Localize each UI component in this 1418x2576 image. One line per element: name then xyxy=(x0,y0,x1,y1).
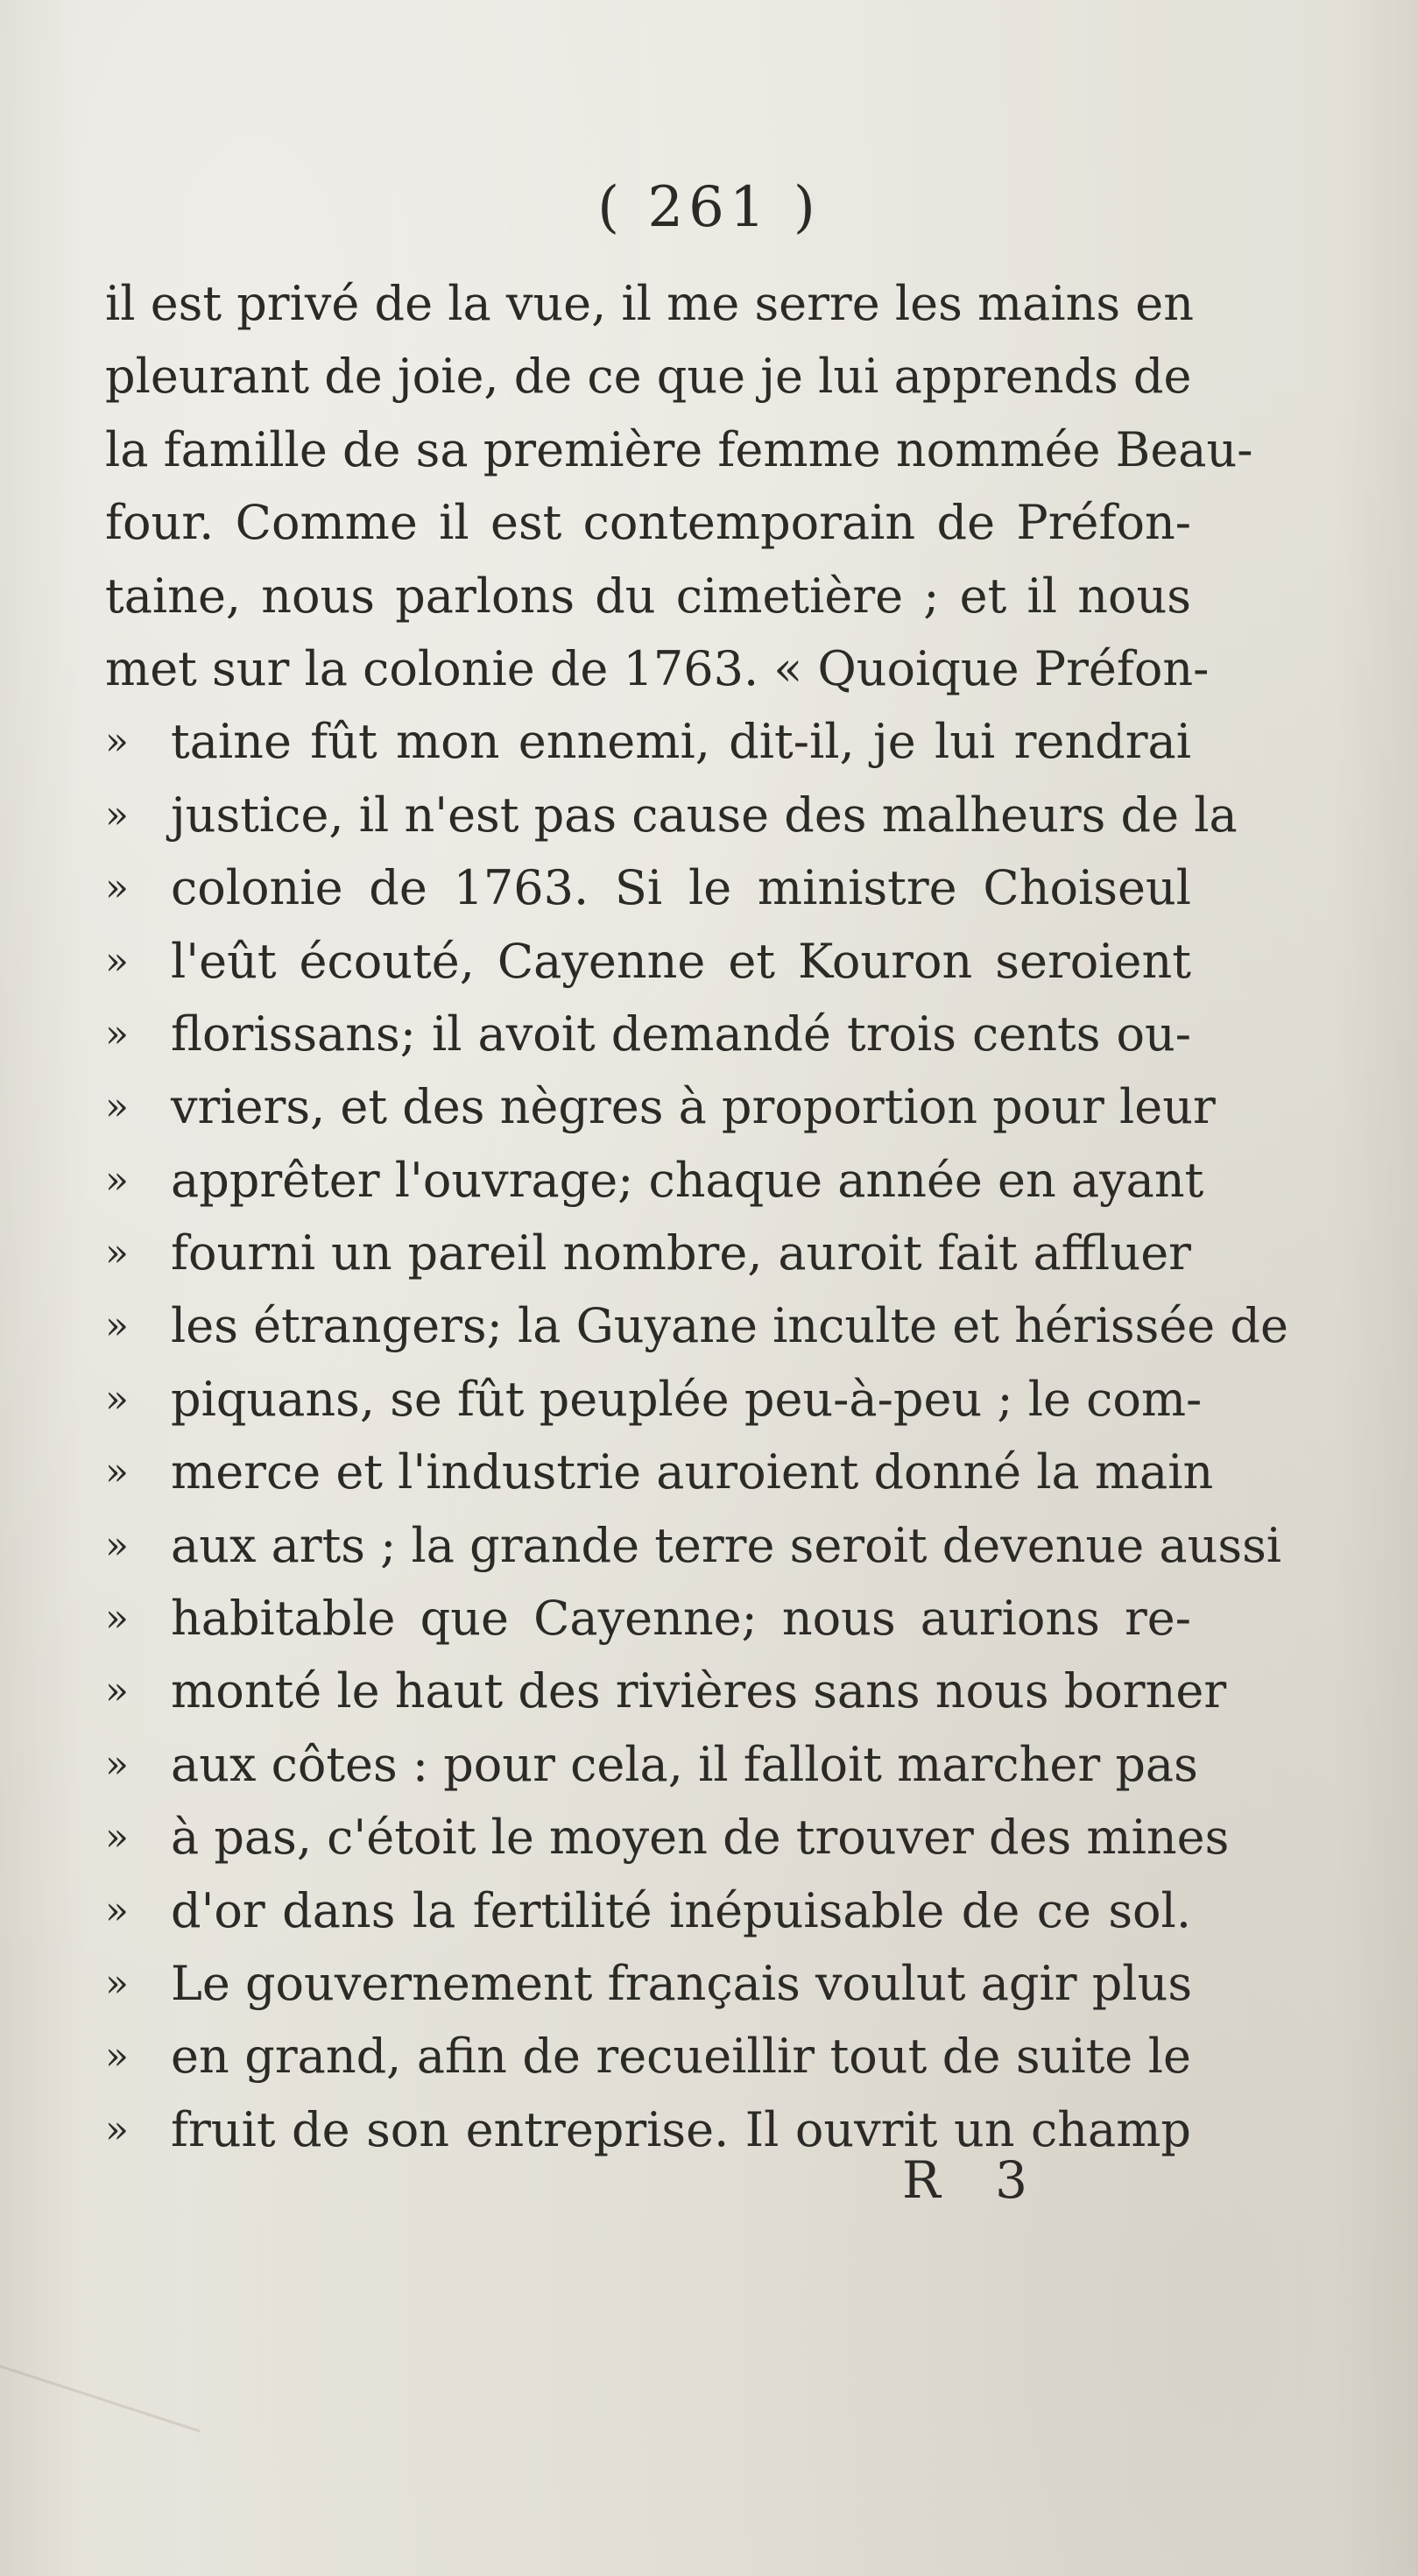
text-line-10 xyxy=(105,925,1191,998)
quote-mark: » xyxy=(105,1303,129,1349)
text-line-12 xyxy=(105,1070,1216,1143)
line-text: d'or dans la fertilité inépuisable de ce sol. xyxy=(171,1882,1191,1938)
text-line-3 xyxy=(105,413,1253,486)
line-text: met sur la colonie de 1763. « Quoique Préfon- xyxy=(105,640,1210,696)
text-line-25 xyxy=(105,2020,1191,2093)
line-text: vriers, et des nègres à proportion pour leur xyxy=(171,1079,1216,1135)
paper-fold-mark xyxy=(0,2365,201,2432)
line-text: les étrangers; la Guyane inculte et hérissée de xyxy=(171,1298,1288,1354)
quote-mark: » xyxy=(105,1669,129,1714)
quote-mark: » xyxy=(105,1596,129,1641)
line-text: en grand, afin de recueillir tout de suite le xyxy=(171,2029,1191,2085)
line-text: Le gouvernement français voulut agir plus xyxy=(171,1955,1193,2011)
line-text: colonie de 1763. Si le ministre Choiseul xyxy=(171,860,1191,916)
text-line-7 xyxy=(105,705,1191,778)
quote-mark: » xyxy=(105,1741,129,1787)
quote-mark: » xyxy=(105,1888,129,1933)
quote-mark: » xyxy=(105,792,129,837)
text-line-9 xyxy=(105,851,1191,924)
line-text: taine, nous parlons du cimetière ; et il nous xyxy=(105,568,1191,624)
quote-mark: » xyxy=(105,1815,129,1860)
quote-mark: » xyxy=(105,1522,129,1568)
page-number: ( 261 ) xyxy=(597,175,821,240)
quote-mark: » xyxy=(105,719,129,765)
line-text: l'eût écouté, Cayenne et Kouron seroient xyxy=(171,933,1191,989)
quote-mark: » xyxy=(105,1084,129,1130)
line-text: monté le haut des rivières sans nous borner xyxy=(171,1663,1227,1719)
quote-mark: » xyxy=(105,2107,129,2152)
signature-mark: R 3 xyxy=(902,2150,1048,2210)
line-text: il est privé de la vue, il me serre les mains en xyxy=(105,276,1195,331)
text-line-17 xyxy=(105,1436,1214,1508)
quote-mark: » xyxy=(105,938,129,984)
text-line-13 xyxy=(105,1144,1204,1217)
text-line-5 xyxy=(105,560,1191,632)
quote-mark: » xyxy=(105,1376,129,1422)
text-line-2 xyxy=(105,340,1191,413)
quote-mark: » xyxy=(105,1960,129,2006)
text-line-1 xyxy=(105,267,1195,340)
text-line-8 xyxy=(105,779,1238,851)
text-line-18 xyxy=(105,1509,1282,1582)
line-text: habitable que Cayenne; nous aurions re- xyxy=(171,1591,1191,1647)
text-line-11 xyxy=(105,998,1191,1070)
line-text: florissans; il avoit demandé trois cents ou- xyxy=(171,1006,1191,1062)
line-text: pleurant de joie, de ce que je lui apprends de xyxy=(105,349,1192,405)
text-line-23 xyxy=(105,1874,1191,1947)
body-text xyxy=(105,267,1288,2166)
line-text: four. Comme il est contemporain de Préfon- xyxy=(105,495,1191,551)
line-text: aux côtes : pour cela, il falloit marcher pas xyxy=(171,1736,1198,1792)
line-text: la famille de sa première femme nommée Beau- xyxy=(105,421,1253,477)
line-text: taine fût mon ennemi, dit-il, je lui rendrai xyxy=(171,714,1191,770)
quote-mark: » xyxy=(105,865,129,911)
text-line-16 xyxy=(105,1363,1203,1436)
line-text: fruit de son entreprise. Il ouvrit un champ xyxy=(171,2101,1191,2157)
line-text: fourni un pareil nombre, auroit fait affluer xyxy=(171,1225,1191,1281)
quote-mark: » xyxy=(105,1231,129,1276)
text-line-22 xyxy=(105,1801,1230,1874)
quote-mark: » xyxy=(105,2034,129,2079)
text-line-15 xyxy=(105,1289,1288,1362)
line-text: aux arts ; la grande terre seroit devenue aussi xyxy=(171,1517,1282,1573)
line-text: à pas, c'étoit le moyen de trouver des mines xyxy=(171,1810,1230,1866)
text-line-6 xyxy=(105,632,1210,705)
quote-mark: » xyxy=(105,1450,129,1495)
line-text: justice, il n'est pas cause des malheurs de la xyxy=(171,787,1238,843)
text-line-24 xyxy=(105,1947,1191,2020)
line-text: piquans, se fût peuplée peu-à-peu ; le com- xyxy=(171,1371,1203,1427)
text-line-4 xyxy=(105,486,1191,559)
quote-mark: » xyxy=(105,1011,129,1056)
line-text: merce et l'industrie auroient donné la main xyxy=(171,1444,1214,1500)
text-line-20 xyxy=(105,1655,1227,1727)
quote-mark: » xyxy=(105,1157,129,1203)
text-line-14 xyxy=(105,1217,1191,1289)
text-line-21 xyxy=(105,1728,1198,1801)
text-line-19 xyxy=(105,1582,1191,1655)
line-text: apprêter l'ouvrage; chaque année en ayant xyxy=(171,1152,1204,1208)
